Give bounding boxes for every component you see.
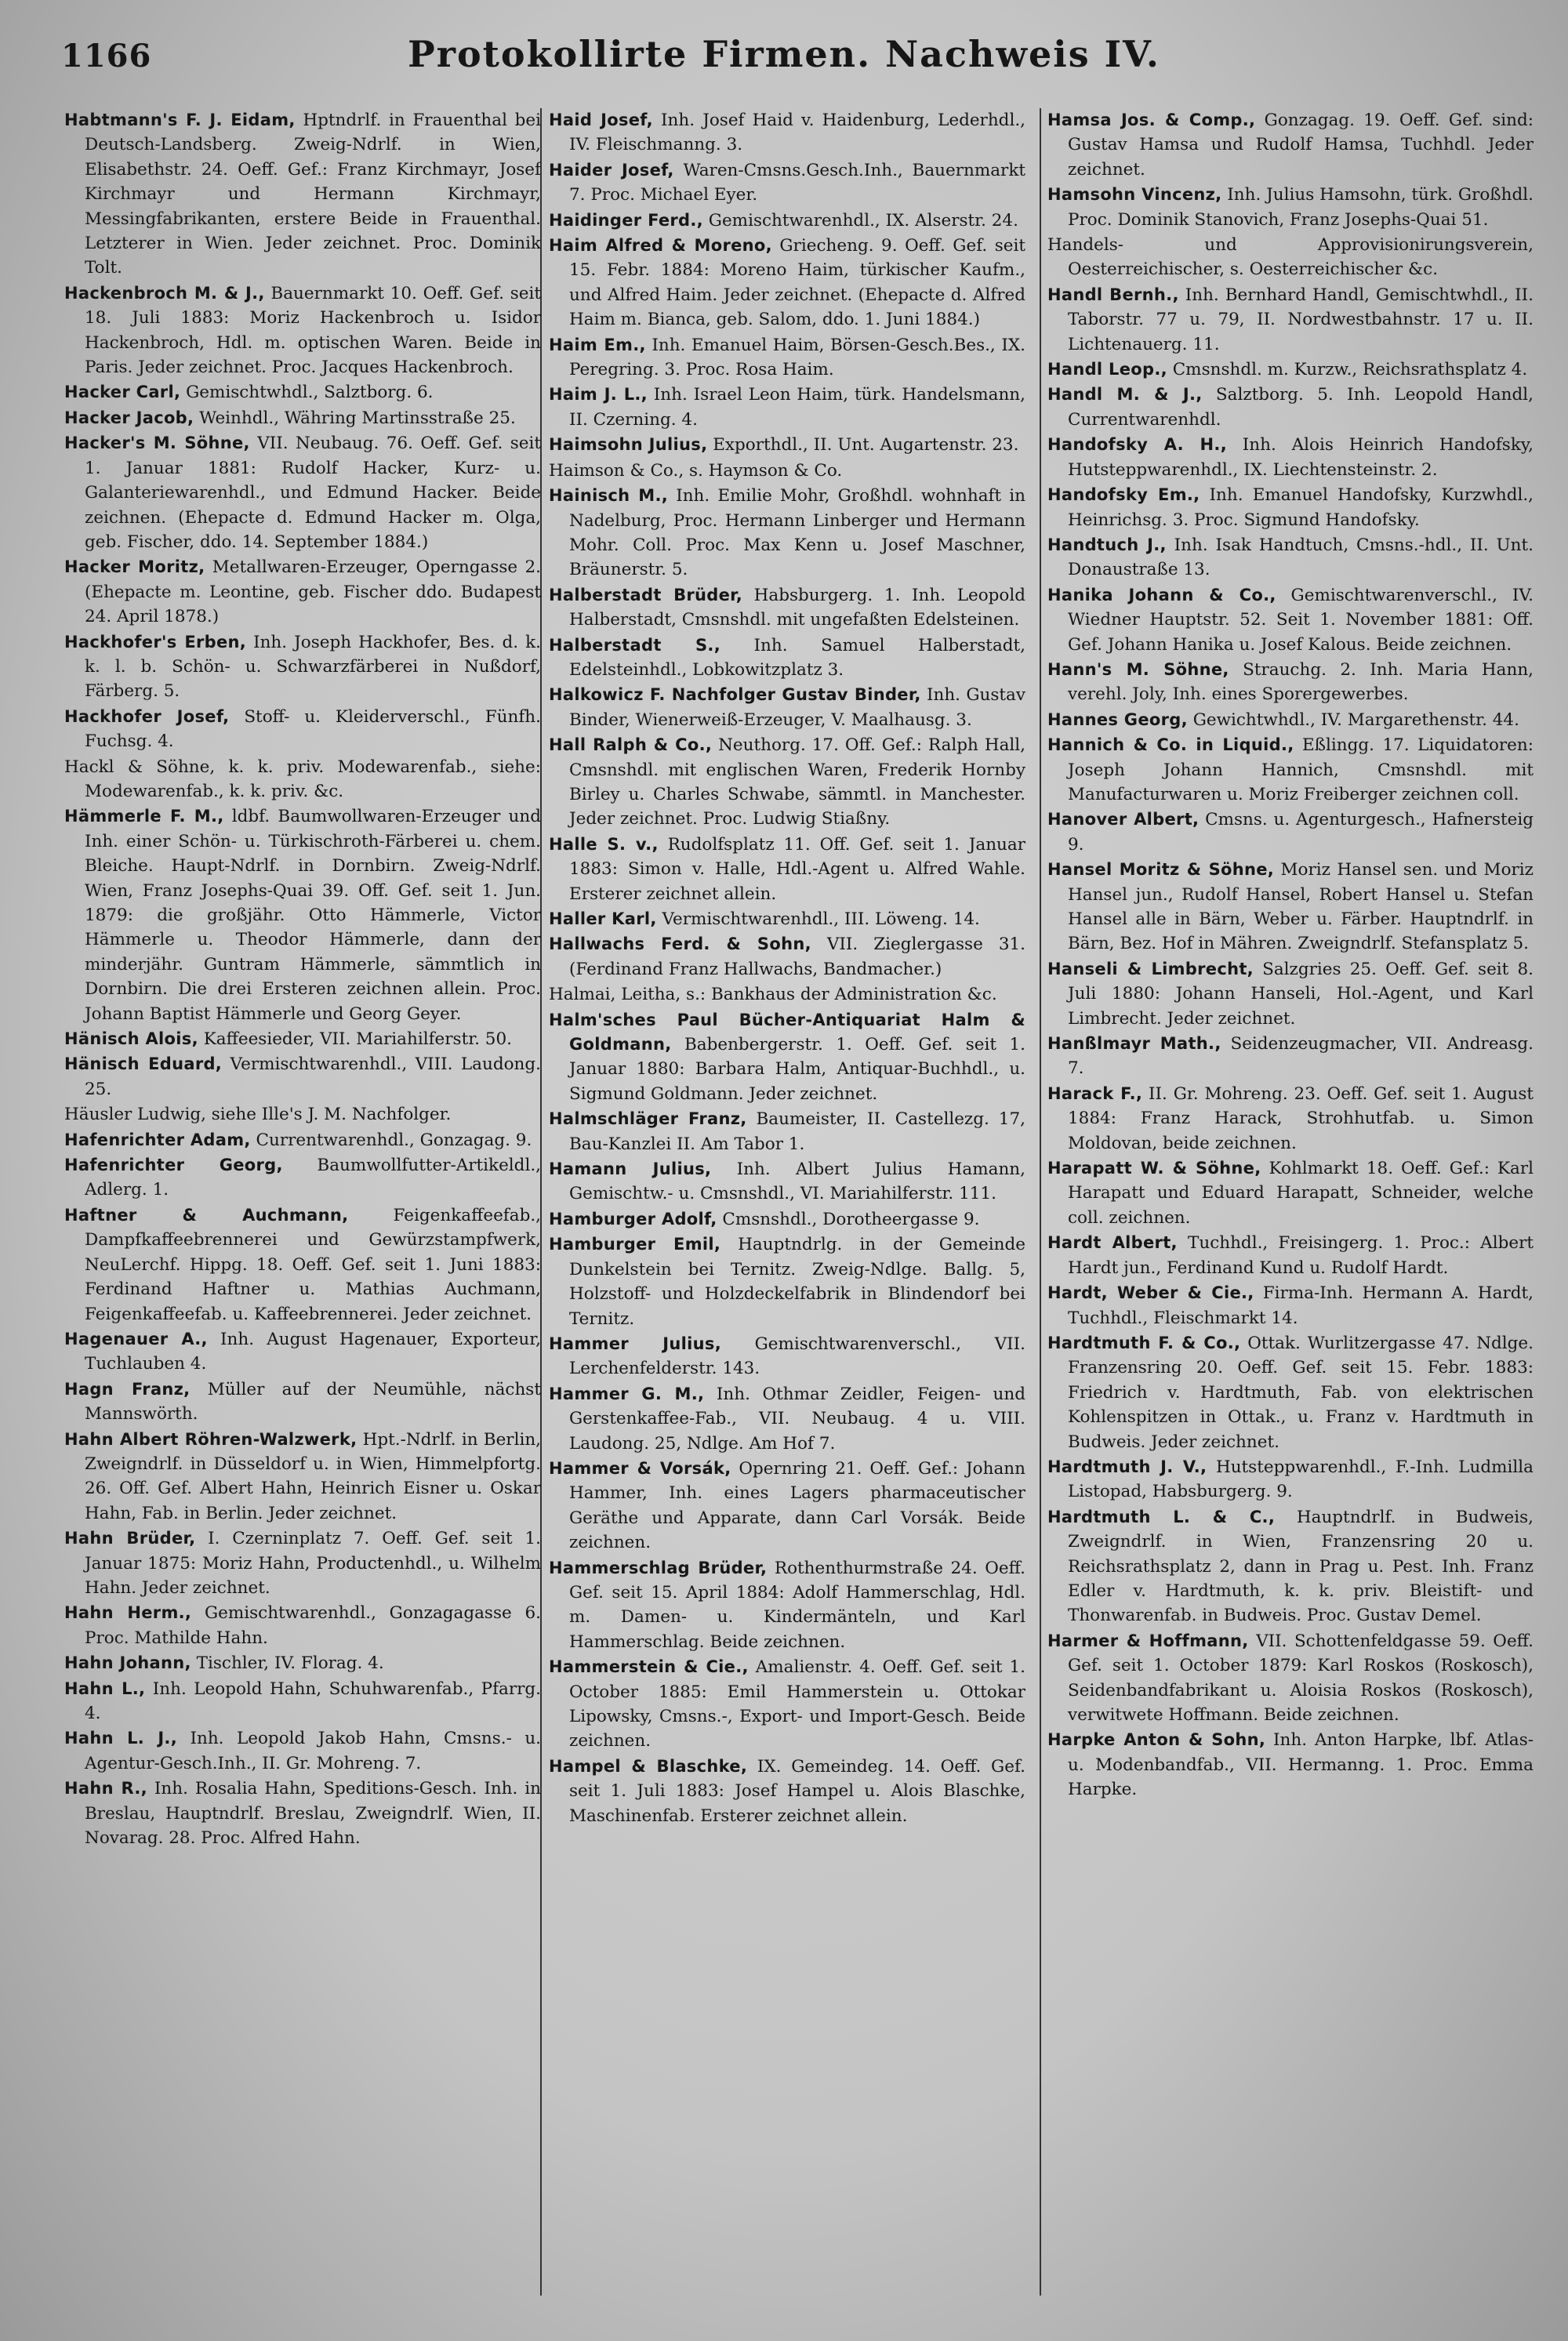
directory-entry [64,108,541,281]
firm-name: Hafenrichter Adam, [64,1130,251,1149]
directory-entry [1047,1505,1534,1628]
directory-entry [1047,1281,1534,1330]
firm-name: Hackhofer Josef, [64,706,230,726]
entry-text: Waren-Cmsns.Gesch.Inh., Bauernmarkt 7. Proc. Michael Eyer. [569,160,1025,205]
firm-name: Hanika Johann & Co., [1047,585,1276,604]
firm-name: Harpke Anton & Sohn, [1047,1730,1266,1750]
directory-entry [64,1153,541,1203]
entry-text: IX. Gemeindeg. 14. Oeff. Gef. seit 1. Juli 1883: Josef Hampel u. Alois Blaschke, Maschinenfab. Ersterer zeichnet allein. [569,1756,1025,1826]
directory-entry [1047,1728,1534,1802]
entry-text: Exporthdl., II. Unt. Augartenstr. 23. [707,435,1019,455]
directory-entry [549,1556,1025,1655]
firm-name: Hahn Brüder, [64,1529,196,1548]
directory-entry [64,755,541,804]
directory-entry [549,633,1025,683]
directory-entry [1047,283,1534,357]
directory-entry [1047,483,1534,532]
directory-entry [1047,708,1534,732]
entry-text: Hauptndrlf. in Budweis, Zweigndrlf. in Wien, Franzensring 20 u. Reichsrathsplatz 2, dann in Prag u. Pest. Inh. Franz Edler v. Hardtmuth, k. k. priv. Bleistift- und Thonwarenfab. in Budweis. Proc. Gustav Demel. [1068,1507,1534,1626]
entry-text: Hackl & Söhne, k. k. priv. Modewarenfab., siehe: Modewarenfab., k. k. priv. &c. [64,757,541,801]
entry-text: Babenbergerstr. 1. Oeff. Gef. seit 1. Januar 1880: Barbara Halm, Antiquar-Buchhdl., u. Sigmund Goldmann. Jeder zeichnet. [569,1035,1025,1104]
firm-name: Hansel Moritz & Söhne, [1047,860,1275,880]
column-rule [1040,108,1041,2296]
entry-text: VII. Zieglergasse 31. (Ferdinand Franz Hallwachs, Bandmacher.) [569,935,1025,979]
entry-text: Cmsnshdl., Dorotheergasse 9. [717,1209,980,1229]
firm-name: Hammer & Vorsák, [549,1458,731,1478]
entry-text: Baumwollfutter-Artikeldl., Adlerg. 1. [85,1156,541,1200]
entry-text: Baumeister, II. Castellezg. 17, Bau-Kanzlei II. Am Tabor 1. [569,1109,1025,1154]
entry-text: Inh. Emanuel Handofsky, Kurzwhdl., Heinrichsg. 3. Proc. Sigmund Handofsky. [1068,485,1534,530]
directory-entry [64,1027,541,1051]
entry-text: Currentwarenhdl., Gonzagag. 9. [250,1130,532,1150]
directory-entry [1047,1231,1534,1280]
directory-entry [1047,658,1534,707]
entry-text: Habsburgerg. 1. Inh. Leopold Halberstadt, Cmsnshdl. mit ungefaßten Edelsteinen. [569,585,1025,630]
directory-entry [64,1428,541,1526]
entry-text: Inh. Othmar Zeidler, Feigen- und Gerstenkaffee-Fab., VII. Neubaug. 4 u. VIII. Laudong. 25, Ndlge. Am Hof 7. [569,1384,1025,1454]
entry-text: Inh. Anton Harpke, lbf. Atlas- u. Modenbandfab., VII. Hermanng. 1. Proc. Emma Harpke. [1068,1730,1534,1800]
firm-name: Haim Em., [549,335,646,354]
directory-entry [549,583,1025,633]
firm-name: Halberstadt S., [549,635,720,655]
directory-entry [549,683,1025,732]
entry-text: Inh. August Hagenauer, Exporteur, Tuchlauben 4. [85,1329,541,1374]
entry-text: Halmai, Leitha, s.: Bankhaus der Administration &c. [549,985,997,1005]
firm-name: Hamsohn Vincenz, [1047,185,1222,205]
firm-name: Hardtmuth F. & Co., [1047,1333,1241,1352]
firm-name: Hardt, Weber & Cie., [1047,1283,1254,1303]
directory-entry [64,431,541,554]
entry-text: Seidenzeugmacher, VII. Andreasg. 7. [1068,1034,1534,1079]
entry-text: Weinhdl., Währing Martinsstraße 25. [194,408,516,428]
entry-text: Inh. Gustav Binder, Wienerweiß-Erzeuger, V. Maalhausg. 3. [569,685,1025,730]
entry-text: Gonzagag. 19. Oeff. Gef. sind: Gustav Hamsa und Rudolf Hamsa, Tuchhdl. Jeder zeichnet. [1068,111,1534,180]
firm-name: Hannes Georg, [1047,710,1188,729]
entry-text: Amalienstr. 4. Oeff. Gef. seit 1. October 1885: Emil Hammerstein u. Ottokar Lipowsky, Cmsns.-, Export- und Import-Gesch. Beide zeichnen. [569,1657,1025,1751]
directory-entry [549,982,1025,1007]
directory-entry [64,1726,541,1776]
firm-name: Hainisch M., [549,486,669,506]
entry-text: Gewichtwhdl., IV. Margarethenstr. 44. [1187,710,1519,730]
firm-name: Hallwachs Ferd. & Sohn, [549,935,811,954]
directory-entry [549,1755,1025,1828]
entry-text: Salzgries 25. Oeff. Gef. seit 8. Juli 1880: Johann Hanseli, Hol.-Agent, und Karl Limbrecht. Jeder zeichnet. [1068,959,1534,1029]
entry-text: Griecheng. 9. Oeff. Gef. seit 15. Febr. 1884: Moreno Haim, türkischer Kaufm., und Alfred Haim. Jeder zeichnet. (Ehepacte d. Alfred Haim m. Bianca, geb. Salom, ddo. 1. Juni 1884.) [569,236,1025,330]
firm-name: Haller Karl, [549,909,657,928]
firm-name: Hacker's M. Söhne, [64,434,250,453]
entry-text: Inh. Emilie Mohr, Großhdl. wohnhaft in Nadelburg, Proc. Hermann Linberger und Hermann Mohr. Coll. Proc. Max Kenn u. Josef Maschner, Bräunerstr. 5. [569,486,1025,580]
firm-name: Hahn L. J., [64,1729,177,1748]
firm-name: Hampel & Blaschke, [549,1756,748,1776]
firm-name: Haim Alfred & Moreno, [549,236,772,256]
directory-entry [1047,1082,1534,1156]
entry-text: II. Gr. Mohreng. 23. Oeff. Gef. seit 1. August 1884: Franz Harack, Strohhutfab. u. Simon Moldovan, beide zeichnen. [1068,1083,1534,1153]
directory-entry [1047,183,1534,232]
directory-entry [1047,583,1534,657]
firm-name: Hammer Julius, [549,1334,721,1353]
firm-name: Handl M. & J., [1047,385,1203,405]
entry-text: Strauchg. 2. Inh. Maria Hann, verehl. Joly, Inh. eines Sporergewerbes. [1068,659,1534,705]
directory-entry [64,1677,541,1726]
directory-entry [549,209,1025,233]
firm-name: Hamsa Jos. & Comp., [1047,111,1256,129]
firm-name: Haider Josef, [549,160,674,180]
entry-text: Inh. Joseph Hackhofer, Bes. d. k. k. l. b. Schön- u. Schwarzfärberei in Nußdorf, Färberg. 5. [85,632,541,702]
directory-entry [549,1207,1025,1232]
entry-text: Bauernmarkt 10. Oeff. Gef. seit 18. Juli 1883: Moriz Hackenbroch u. Isidor Hackenbroch, Hdl. m. optischen Waren. Beide in Paris. Jeder zeichnet. Proc. Jacques Hackenbroch. [85,283,541,378]
firm-name: Hardtmuth J. V., [1047,1457,1207,1476]
directory-entry [64,1327,541,1377]
firm-name: Handtuch J., [1047,535,1167,554]
directory-entry [64,281,541,380]
entry-text: Inh. Israel Leon Haim, türk. Handelsmann, II. Czerning. 4. [569,385,1025,430]
entry-text: VII. Neubaug. 76. Oeff. Gef. seit 1. Januar 1881: Rudolf Hacker, Kurz- u. Galanteriewarenhdl., und Edmund Hacker. Beide zeichnen. (Ehepacte d. Edmund Hacker m. Olga, geb. Fischer, ddo. 14. September 1884.) [85,434,541,552]
directory-entry [64,1526,541,1600]
firm-name: Hagenauer A., [64,1329,208,1348]
entry-text: Feigenkaffeefab., Dampfkaffeebrennerei und Gewürzstampfwerk, NeuLerchf. Hippg. 18. Oeff. Gef. seit 1. Juni 1883: Ferdinand Haftner u. Mathias Auchmann, Feigenkaffeefab. u. Kaffeebrennerei. Jeder zeichnet. [85,1205,541,1324]
directory-entry [64,1651,541,1675]
firm-name: Hagn Franz, [64,1379,191,1399]
entry-text: Gemischtwarenverschl., VII. Lerchenfelderstr. 143. [569,1334,1025,1379]
entry-text: Inh. Julius Hamsohn, türk. Großhdl. Proc. Dominik Stanovich, Franz Josephs-Quai 51. [1068,185,1534,230]
entry-text: Inh. Albert Julius Hamann, Gemischtw.- u. Cmsnshdl., VI. Mariahilferstr. 111. [569,1160,1025,1204]
entry-text: Inh. Isak Handtuch, Cmsns.-hdl., II. Unt. Donaustraße 13. [1068,535,1534,580]
entry-text: Inh. Josef Haid v. Haidenburg, Lederhdl., IV. Fleischmanng. 3. [569,111,1025,155]
firm-name: Hahn R., [64,1779,147,1798]
directory-entry [64,406,541,430]
directory-entry [64,804,541,1026]
directory-entry [549,234,1025,332]
entry-text: Inh. Rosalia Hahn, Speditions-Gesch. Inh. in Breslau, Hauptndrlf. Breslau, Zweigndrlf. Wien, II. Novarag. 28. Proc. Alfred Hahn. [85,1779,541,1849]
directory-entry [549,158,1025,208]
firm-name: Handl Leop., [1047,360,1167,379]
directory-entry [64,380,541,405]
entry-text: Hpt.-Ndrlf. in Berlin, Zweigndrlf. in Düsseldorf u. in Wien, Himmelpfortg. 26. Off. Gef. Albert Hahn, Heinrich Eisner u. Oskar Hahn, Fab. in Berlin. Jeder zeichnet. [85,1429,541,1523]
firm-name: Hann's M. Söhne, [1047,659,1229,679]
entry-text: Opernring 21. Oeff. Gef.: Johann Hammer, Inh. eines Lagers pharmaceutischer Geräthe und Apparate, dann Carl Vorsák. Beide zeichnen. [569,1458,1025,1553]
directory-entry [1047,1156,1534,1230]
entry-text: Hauptndrlg. in der Gemeinde Dunkelstein bei Ternitz. Zweig-Ndlge. Ballg. 5, Holzstoff- und Holzdeckelfabrik in Blindendorf bei Ternitz. [569,1235,1025,1329]
firm-name: Hamburger Emil, [549,1235,721,1254]
firm-name: Halle S. v., [549,834,659,854]
directory-entry [549,383,1025,432]
firm-name: Hahn L., [64,1679,146,1698]
firm-name: Harmer & Hoffmann, [1047,1631,1249,1650]
entry-text: Neuthorg. 17. Off. Gef.: Ralph Hall, Cmsnshdl. mit englischen Waren, Frederik Hornby Birley u. Charles Schwabe, sämmtl. in Manchester. Jeder zeichnet. Proc. Ludwig Stiaßny. [569,735,1025,829]
entry-text: Ottak. Wurlitzergasse 47. Ndlge. Franzensring 20. Oeff. Gef. seit 15. Febr. 1883: Friedrich v. Hardtmuth, Fab. von elektrischen Kohlenspitzen in Ottak., u. Franz v. Hardtmuth in Budweis. Jeder zeichnet. [1068,1333,1534,1452]
firm-name: Haim J. L., [549,385,648,405]
directory-entry [549,108,1025,158]
directory-entry [1047,1331,1534,1454]
directory-entry [1047,808,1534,857]
directory-entry [1047,433,1534,482]
directory-entry [1047,233,1534,282]
directory-entry [1047,957,1534,1031]
firm-name: Hänisch Eduard, [64,1054,223,1074]
firm-name: Hanover Albert, [1047,810,1200,829]
entry-text: Gemischtwarenhdl., Gonzagagasse 6. Proc. Mathilde Hahn. [85,1603,541,1648]
entry-text: Inh. Samuel Halberstadt, Edelsteinhdl., Lobkowitzplatz 3. [569,635,1025,680]
entry-text: Firma-Inh. Hermann A. Hardt, Tuchhdl., Fleischmarkt 14. [1068,1283,1534,1328]
entry-text: Inh. Alois Heinrich Handofsky, Hutsteppwarenhdl., IX. Liechtensteinstr. 2. [1068,435,1534,480]
firm-name: Hämmerle F. M., [64,807,224,826]
entry-text: Stoff- u. Kleiderverschl., Fünfh. Fuchsg. 4. [85,706,541,752]
column-1 [64,108,541,2327]
directory-entry [549,484,1025,583]
directory-entry [549,907,1025,931]
firm-name: Hammerstein & Cie., [549,1657,749,1677]
firm-name: Halkowicz F. Nachfolger Gustav Binder, [549,685,921,705]
entry-text: Cmsnshdl. m. Kurzw., Reichsrathsplatz 4. [1167,360,1528,380]
directory-entry [549,459,1025,483]
entry-text: Gemischtwarenverschl., IV. Wiedner Hauptstr. 52. Seit 1. November 1881: Off. Gef. Johann Hanika u. Josef Kalous. Beide zeichnen. [1068,585,1534,655]
entry-text: I. Czerninplatz 7. Oeff. Gef. seit 1. Januar 1875: Moriz Hahn, Productenhdl., u. Wilhelm Hahn. Jeder zeichnet. [85,1529,541,1598]
entry-text: Kohlmarkt 18. Oeff. Gef.: Karl Harapatt und Eduard Harapatt, Schneider, welche coll. zeichnen. [1068,1159,1534,1228]
running-head: Protokollirte Firmen. Nachweis IV. [408,33,1160,75]
firm-name: Hamann Julius, [549,1160,712,1179]
column-3 [1047,108,1534,2327]
entry-text: Inh. Leopold Hahn, Schuhwarenfab., Pfarrg. 4. [85,1679,541,1723]
directory-entry [64,1052,541,1102]
firm-name: Hammer G. M., [549,1384,705,1403]
entry-text: ldbf. Baumwollwaren-Erzeuger und Inh. einer Schön- u. Türkischroth-Färberei u. chem. Bleiche. Haupt-Ndrlf. in Dornbirn. Zweig-Ndrlf. Wien, Franz Josephs-Quai 39. Off. Gef. seit 1. Jun. 1879: die großjähr. Otto Hämmerle, Victor Hämmerle u. Theodor Hämmerle, dann der minderjähr. Guntram Hämmerle, sämmtlich in Dornbirn. Die drei Ersteren zeichnen allein. Proc. Johann Baptist Hämmerle und Georg Geyer. [85,807,541,1024]
firm-name: Harack F., [1047,1083,1143,1103]
directory-entry [1047,858,1534,956]
firm-name: Haid Josef, [549,111,653,129]
directory-entry [64,1777,541,1850]
firm-name: Harapatt W. & Söhne, [1047,1159,1261,1178]
entry-text: Rudolfsplatz 11. Off. Gef. seit 1. Januar 1883: Simon v. Halle, Hdl.-Agent u. Alfred Wahle. Ersterer zeichnet allein. [569,834,1025,904]
firm-name: Halberstadt Brüder, [549,585,743,604]
entry-text: Metallwaren-Erzeuger, Operngasse 2. (Ehepacte m. Leontine, geb. Fischer ddo. Budapest 24. April 1878.) [85,557,541,627]
directory-entry [549,333,1025,383]
directory-entry [549,833,1025,906]
entry-text: Kaffeesieder, VII. Mariahilferstr. 50. [198,1029,512,1050]
entry-text: Tuchhdl., Freisingerg. 1. Proc.: Albert Hardt jun., Ferdinand Kund u. Rudolf Hardt. [1068,1233,1534,1278]
firm-name: Hanßlmayr Math., [1047,1034,1221,1054]
firm-name: Handl Bernh., [1047,285,1179,304]
entry-text: Cmsns. u. Agenturgesch., Hafnersteig 9. [1068,810,1534,855]
entry-text: Inh. Emanuel Haim, Börsen-Gesch.Bes., IX. Peregring. 3. Proc. Rosa Haim. [569,335,1025,380]
entry-text: Gemischtwarenhdl., IX. Alserstr. 24. [702,210,1018,230]
directory-entry [64,1102,541,1127]
entry-text: Handels- und Approvisionirungsverein, Oesterreichischer, s. Oesterreichischer &c. [1047,235,1534,280]
entry-text: Vermischtwarenhdl., III. Löweng. 14. [656,909,980,929]
entry-text: Hptndrlf. in Frauenthal bei Deutsch-Landsberg. Zweig-Ndrlf. in Wien, Elisabethstr. 24. Oeff. Gef.: Franz Kirchmayr, Josef Kirchmayr und Hermann Kirchmayr, Messingfabrikanten, erstere Beide in Frauenthal. Letzterer in Wien. Jeder zeichnet. Proc. Dominik Tolt. [85,111,541,278]
firm-name: Haidinger Ferd., [549,210,703,230]
directory-entry [1047,1629,1534,1728]
directory-entry [549,1232,1025,1331]
firm-name: Hackhofer's Erben, [64,632,247,651]
firm-name: Hardt Albert, [1047,1233,1178,1253]
entry-text: VII. Schottenfeldgasse 59. Oeff. Gef. seit 1. October 1879: Karl Roskos (Roskosch), Seidenbandfabrikant u. Aloisia Roskos (Roskosch), verwitwete Hoffmann. Beide zeichnen. [1068,1631,1534,1725]
firm-name: Hamburger Adolf, [549,1209,717,1229]
directory-entry [1047,533,1534,583]
directory-entry [64,1377,541,1427]
directory-entry [549,1457,1025,1555]
firm-name: Hackenbroch M. & J., [64,283,265,303]
firm-name: Hammerschlag Brüder, [549,1558,768,1577]
directory-entry [64,555,541,629]
firm-name: Hahn Herm., [64,1603,192,1623]
entry-text: Tischler, IV. Florag. 4. [191,1653,384,1674]
firm-name: Handofsky Em., [1047,485,1200,505]
entry-text: Haimson & Co., s. Haymson & Co. [549,460,843,481]
firm-name: Hahn Albert Röhren-Walzwerk, [64,1429,358,1449]
directory-entry [1047,1455,1534,1504]
directory-entry [1047,733,1534,807]
directory-entry [549,1008,1025,1107]
entry-text: Häusler Ludwig, siehe Ille's J. M. Nachfolger. [64,1105,452,1125]
firm-name: Hacker Jacob, [64,408,194,427]
directory-entry [1047,383,1534,432]
directory-entry [64,1601,541,1650]
directory-entry [64,1203,541,1327]
directory-entry [549,733,1025,832]
firm-name: Habtmann's F. J. Eidam, [64,111,296,129]
entry-text: Rothenthurmstraße 24. Oeff. Gef. seit 15. April 1884: Adolf Hammerschlag, Hdl. m. Damen- u. Kindermänteln, und Karl Hammerschlag. Beide zeichnen. [569,1558,1025,1652]
page-number: 1166 [61,38,152,74]
entry-text: Hutsteppwarenhdl., F.-Inh. Ludmilla Listopad, Habsburgerg. 9. [1068,1457,1534,1502]
entry-text: Eßlingg. 17. Liquidatoren: Joseph Johann Hannich, Cmsnshdl. mit Manufacturwaren u. Moriz Freiberger zeichnen coll. [1068,735,1534,804]
entry-text: Moriz Hansel sen. und Moriz Hansel jun., Rudolf Hansel, Robert Hansel u. Stefan Hansel alle in Bärn, Weber u. Färber. Hauptndrlf. in Bärn, Bez. Hof in Mähren. Zweigndrlf. Stefansplatz 5. [1068,860,1534,954]
directory-entry [549,1157,1025,1207]
firm-name: Haimsohn Julius, [549,435,708,455]
firm-name: Hardtmuth L. & C., [1047,1507,1276,1526]
directory-entry [1047,358,1534,382]
directory-entry [1047,1032,1534,1081]
firm-name: Hannich & Co. in Liquid., [1047,735,1294,755]
entry-text: Salztborg. 5. Inh. Leopold Handl, Currentwarenhdl. [1068,385,1534,430]
directory-entry [64,630,541,704]
firm-name: Haftner & Auchmann, [64,1205,349,1225]
firm-name: Hacker Moritz, [64,557,205,577]
directory-entry [549,1655,1025,1754]
firm-name: Halm'sches Paul Bücher-Antiquariat Halm & Goldmann, [549,1010,1025,1054]
entry-text: Inh. Bernhard Handl, Gemischtwhdl., II. Taborstr. 77 u. 79, II. Nordwestbahnstr. 17 u. II. Lichtenauerg. 11. [1068,285,1534,354]
firm-name: Hall Ralph & Co., [549,735,713,755]
directory-entry [549,433,1025,457]
firm-name: Halmschläger Franz, [549,1109,747,1129]
directory-entry [64,1128,541,1152]
firm-name: Hacker Carl, [64,383,181,402]
directory-entry [549,932,1025,982]
firm-name: Hänisch Alois, [64,1029,198,1049]
firm-name: Hanseli & Limbrecht, [1047,959,1254,978]
column-2 [549,108,1025,2327]
entry-text: Müller auf der Neumühle, nächst Mannswörth. [85,1379,541,1425]
entry-text: Inh. Leopold Jakob Hahn, Cmsns.- u. Agentur-Gesch.Inh., II. Gr. Mohreng. 7. [85,1729,541,1773]
directory-entry [549,1107,1025,1156]
entry-text: Gemischtwhdl., Salztborg. 6. [180,383,434,403]
entry-text: Vermischtwarenhdl., VIII. Laudong. 25. [85,1054,541,1099]
directory-entry [64,705,541,754]
firm-name: Hahn Johann, [64,1653,191,1673]
directory-entry [549,1382,1025,1456]
directory-entry [549,1332,1025,1381]
firm-name: Hafenrichter Georg, [64,1156,283,1175]
directory-entry [1047,108,1534,182]
firm-name: Handofsky A. H., [1047,435,1227,455]
